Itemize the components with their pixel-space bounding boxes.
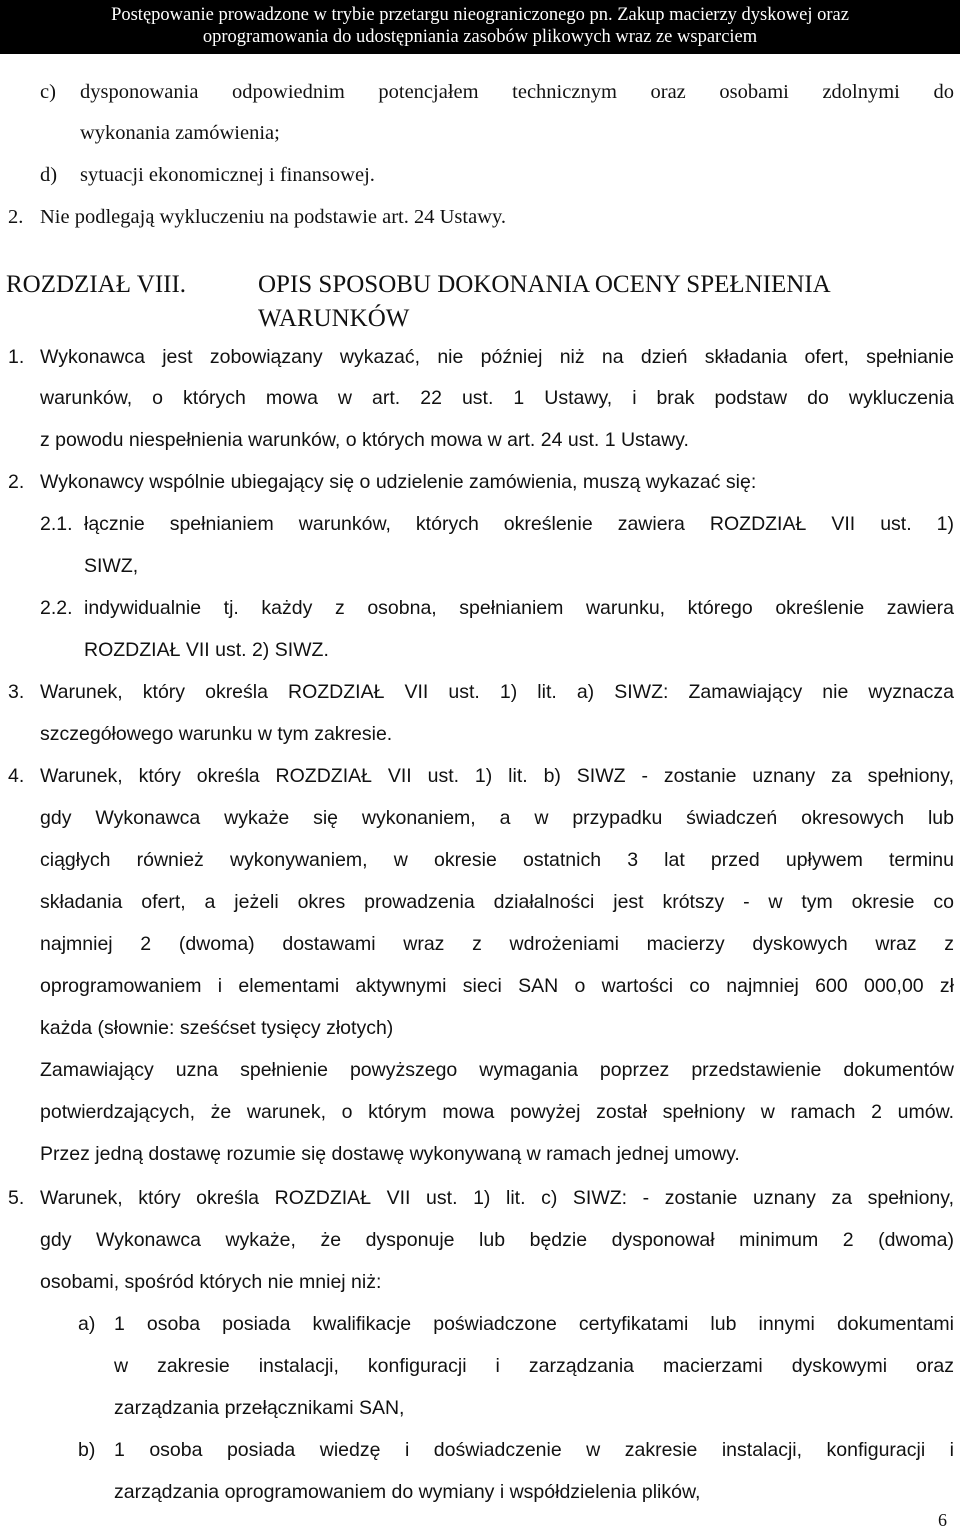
item-2-1-label: 2.1. bbox=[40, 513, 73, 535]
item-2-2-line-2: ROZDZIAŁ VII ust. 2) SIWZ. bbox=[84, 639, 329, 661]
page-number: 6 bbox=[938, 1510, 947, 1530]
item-2-label: 2. bbox=[8, 471, 25, 493]
item-1-line-1: Wykonawca jest zobowiązany wykazać, nie później niż na dzień składania ofert, spełnianie bbox=[40, 346, 954, 368]
item-3-line-1: Warunek, który określa ROZDZIAŁ VII ust. 1) lit. a) SIWZ: Zamawiający nie wyznacza bbox=[40, 681, 954, 703]
item-4-line-2: gdy Wykonawca wykaże się wykonaniem, a w przypadku świadczeń okresowych lub bbox=[40, 807, 954, 829]
point-2-text: Nie podlegają wykluczeniu na podstawie art. 24 Ustawy. bbox=[40, 206, 507, 228]
item-4-line-3: ciągłych również wykonywaniem, w okresie ostatnich 3 lat przed upływem terminu bbox=[40, 849, 954, 871]
item-4-line-4: składania ofert, a jeżeli okres prowadzenia działalności jest krótszy - w tym okresie co bbox=[40, 891, 954, 913]
item-a-line-2: w zakresie instalacji, konfiguracji i zarządzania macierzami dyskowymi oraz bbox=[114, 1355, 954, 1377]
document-header bbox=[0, 0, 960, 54]
chapter-title-line-1: OPIS SPOSOBU DOKONANIA OCENY SPEŁNIENIA bbox=[258, 271, 831, 298]
point-2-label: 2. bbox=[8, 206, 24, 228]
item-1-label: 1. bbox=[8, 346, 25, 368]
item-2-2-line-1: indywidualnie tj. każdy z osobna, spełnianiem warunku, którego określenie zawiera bbox=[84, 597, 954, 619]
item-d-label: d) bbox=[40, 164, 58, 186]
item-5-line-3: osobami, spośród których nie mniej niż: bbox=[40, 1271, 382, 1293]
item-2-1-line-1: łącznie spełnianiem warunków, których określenie zawiera ROZDZIAŁ VII ust. 1) bbox=[84, 513, 954, 535]
item-2-2-label: 2.2. bbox=[40, 597, 73, 619]
item-4-line-1: Warunek, który określa ROZDZIAŁ VII ust. 1) lit. b) SIWZ - zostanie uznany za spełniony, bbox=[40, 765, 954, 787]
item-d-text: sytuacji ekonomicznej i finansowej. bbox=[80, 164, 375, 186]
item-b-line-2: zarządzania oprogramowaniem do wymiany i współdzielenia plików, bbox=[114, 1481, 701, 1503]
item-a-label: a) bbox=[78, 1313, 96, 1335]
item-2-1-line-2: SIWZ, bbox=[84, 555, 139, 577]
item-5-line-1: Warunek, który określa ROZDZIAŁ VII ust. 1) lit. c) SIWZ: - zostanie uznany za spełniony, bbox=[40, 1187, 954, 1209]
item-4-line-6: oprogramowaniem i elementami aktywnymi sieci SAN o wartości co najmniej 600 000,00 zł bbox=[40, 975, 954, 997]
item-1-line-2: warunków, o których mowa w art. 22 ust. 1 Ustawy, i brak podstaw do wykluczenia bbox=[40, 387, 954, 409]
item-c-label: c) bbox=[40, 81, 56, 103]
item-4-line-8: Zamawiający uzna spełnienie powyższego wymagania poprzez przedstawienie dokumentów bbox=[40, 1059, 954, 1081]
item-1-line-3: z powodu niespełnienia warunków, o których mowa w art. 24 ust. 1 Ustawy. bbox=[40, 429, 689, 451]
item-c-line-1: dysponowania odpowiednim potencjałem technicznym oraz osobami zdolnymi do bbox=[80, 81, 954, 103]
item-b-line-1: 1 osoba posiada wiedzę i doświadczenie w zakresie instalacji, konfiguracji i bbox=[114, 1439, 954, 1461]
item-2-text: Wykonawcy wspólnie ubiegający się o udzielenie zamówienia, muszą wykazać się: bbox=[40, 471, 757, 493]
item-4-line-10: Przez jedną dostawę rozumie się dostawę wykonywaną w ramach jednej umowy. bbox=[40, 1143, 740, 1165]
chapter-number: ROZDZIAŁ VIII. bbox=[6, 271, 187, 298]
header-line-1: Postępowanie prowadzone w trybie przetargu nieograniczonego pn. Zakup macierzy dyskowej oraz bbox=[111, 5, 849, 25]
item-4-line-9: potwierdzających, że warunek, o którym mowa powyżej został spełniony w ramach 2 umów. bbox=[40, 1101, 954, 1123]
header-line-2: oprogramowania do udostępniania zasobów plikowych wraz ze wsparciem bbox=[202, 27, 758, 47]
item-3-label: 3. bbox=[8, 681, 25, 703]
item-c-line-2: wykonania zamówienia; bbox=[80, 122, 280, 144]
item-a-line-1: 1 osoba posiada kwalifikacje poświadczone certyfikatami lub innymi dokumentami bbox=[114, 1313, 954, 1335]
chapter-title-line-2: WARUNKÓW bbox=[258, 305, 410, 332]
item-4-line-7: każda (słownie: sześćset tysięcy złotych) bbox=[40, 1017, 394, 1039]
item-4-label: 4. bbox=[8, 765, 25, 787]
item-4-line-5: najmniej 2 (dwoma) dostawami wraz z wdrożeniami macierzy dyskowych wraz z bbox=[40, 933, 954, 955]
item-5-line-2: gdy Wykonawca wykaże, że dysponuje lub będzie dysponował minimum 2 (dwoma) bbox=[40, 1229, 954, 1251]
item-3-line-2: szczegółowego warunku w tym zakresie. bbox=[40, 723, 393, 745]
item-b-label: b) bbox=[78, 1439, 96, 1461]
item-5-label: 5. bbox=[8, 1187, 25, 1209]
item-a-line-3: zarządzania przełącznikami SAN, bbox=[114, 1397, 405, 1419]
